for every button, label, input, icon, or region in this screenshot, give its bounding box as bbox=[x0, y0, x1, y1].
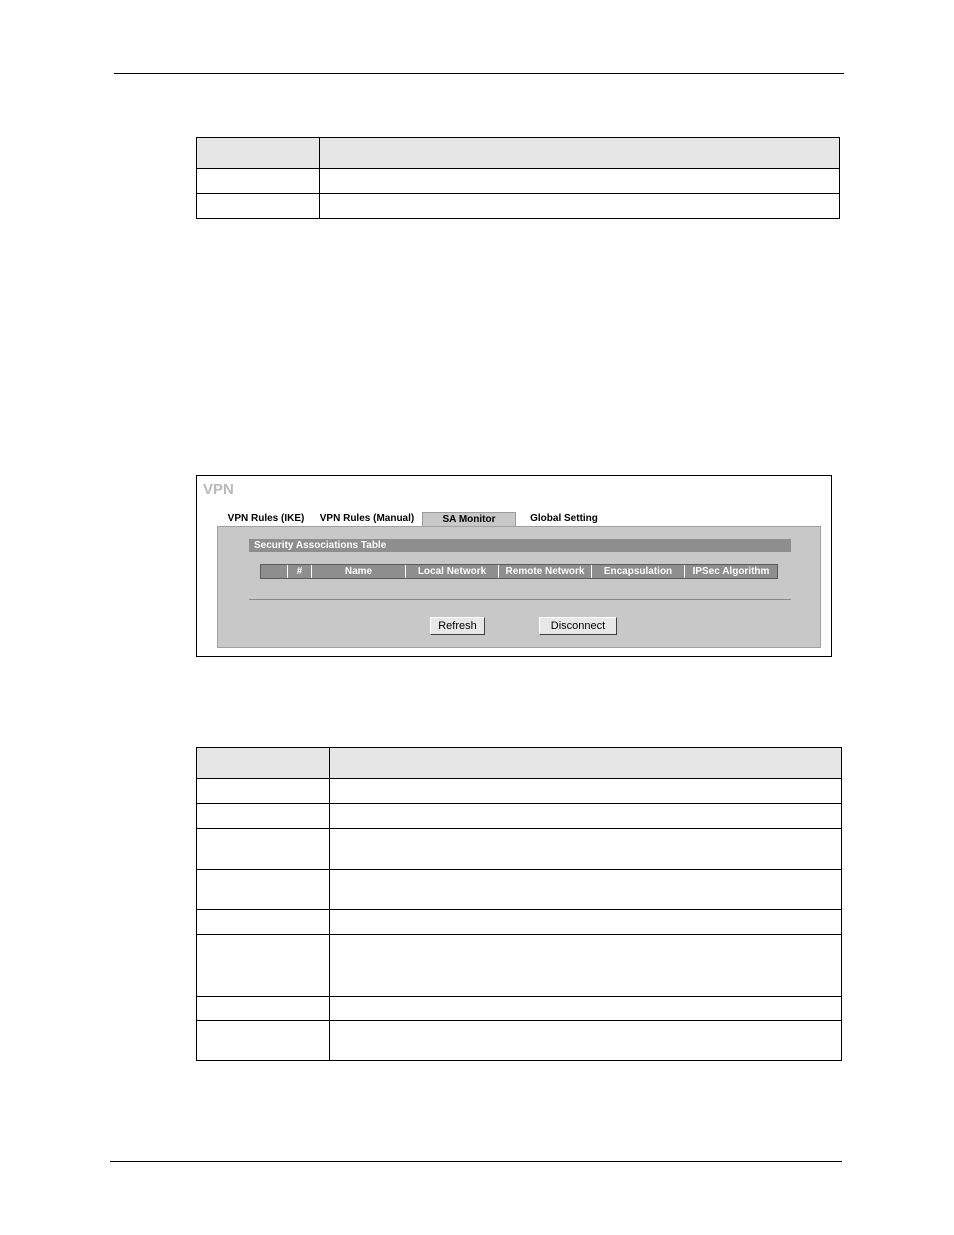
table-cell bbox=[330, 997, 842, 1021]
header-cell bbox=[197, 748, 330, 779]
table-cell bbox=[330, 804, 842, 829]
table-cell bbox=[197, 169, 320, 194]
table-cell bbox=[197, 804, 330, 829]
table-cell bbox=[197, 997, 330, 1021]
footer-rule bbox=[110, 1161, 842, 1162]
column-header-local-network: Local Network bbox=[406, 565, 499, 578]
table-cell bbox=[197, 1021, 330, 1061]
table-row bbox=[197, 870, 842, 910]
header-cell bbox=[320, 138, 840, 169]
header-rule bbox=[114, 73, 844, 74]
header-cell bbox=[197, 138, 320, 169]
table-cell bbox=[197, 870, 330, 910]
panel-divider bbox=[249, 599, 791, 600]
table-header-row bbox=[197, 748, 842, 779]
table-cell bbox=[330, 779, 842, 804]
table-cell bbox=[330, 829, 842, 870]
disconnect-button[interactable]: Disconnect bbox=[539, 617, 617, 635]
security-associations-table bbox=[260, 564, 778, 579]
table-header-row bbox=[197, 138, 840, 169]
column-header-name: Name bbox=[312, 565, 406, 578]
tab-vpn-rules-manual[interactable]: VPN Rules (Manual) bbox=[314, 512, 420, 526]
column-header-remote-network: Remote Network bbox=[499, 565, 592, 578]
security-associations-table-title: Security Associations Table bbox=[249, 539, 791, 552]
table-cell bbox=[197, 910, 330, 935]
description-table-2 bbox=[196, 747, 842, 1061]
column-header-number: # bbox=[288, 565, 312, 578]
refresh-button[interactable]: Refresh bbox=[430, 617, 485, 635]
table-row bbox=[197, 829, 842, 870]
vpn-sa-monitor-screenshot bbox=[196, 475, 832, 657]
table-row bbox=[197, 997, 842, 1021]
table-row bbox=[197, 169, 840, 194]
sa-monitor-panel bbox=[217, 526, 821, 648]
table-cell bbox=[320, 169, 840, 194]
vpn-page-title: VPN bbox=[203, 481, 234, 498]
table-cell bbox=[330, 910, 842, 935]
table-row bbox=[197, 194, 840, 219]
tab-global-setting[interactable]: Global Setting bbox=[518, 512, 610, 526]
table-row bbox=[197, 804, 842, 829]
tab-vpn-rules-ike[interactable]: VPN Rules (IKE) bbox=[220, 512, 312, 526]
table-cell bbox=[330, 935, 842, 997]
description-table-1 bbox=[196, 137, 840, 219]
column-header-ipsec-algorithm: IPSec Algorithm bbox=[692, 566, 770, 577]
tab-sa-monitor[interactable]: SA Monitor bbox=[422, 512, 516, 526]
column-header-select bbox=[261, 565, 288, 578]
table-cell bbox=[197, 779, 330, 804]
table-cell bbox=[197, 194, 320, 219]
table-row bbox=[197, 779, 842, 804]
header-cell bbox=[330, 748, 842, 779]
table-cell bbox=[197, 829, 330, 870]
table-cell bbox=[330, 1021, 842, 1061]
table-cell bbox=[320, 194, 840, 219]
table-row bbox=[197, 910, 842, 935]
column-header-encapsulation: Encapsulation bbox=[592, 565, 685, 578]
table-row bbox=[197, 935, 842, 997]
table-row bbox=[197, 1021, 842, 1061]
table-cell bbox=[197, 935, 330, 997]
table-cell bbox=[330, 870, 842, 910]
